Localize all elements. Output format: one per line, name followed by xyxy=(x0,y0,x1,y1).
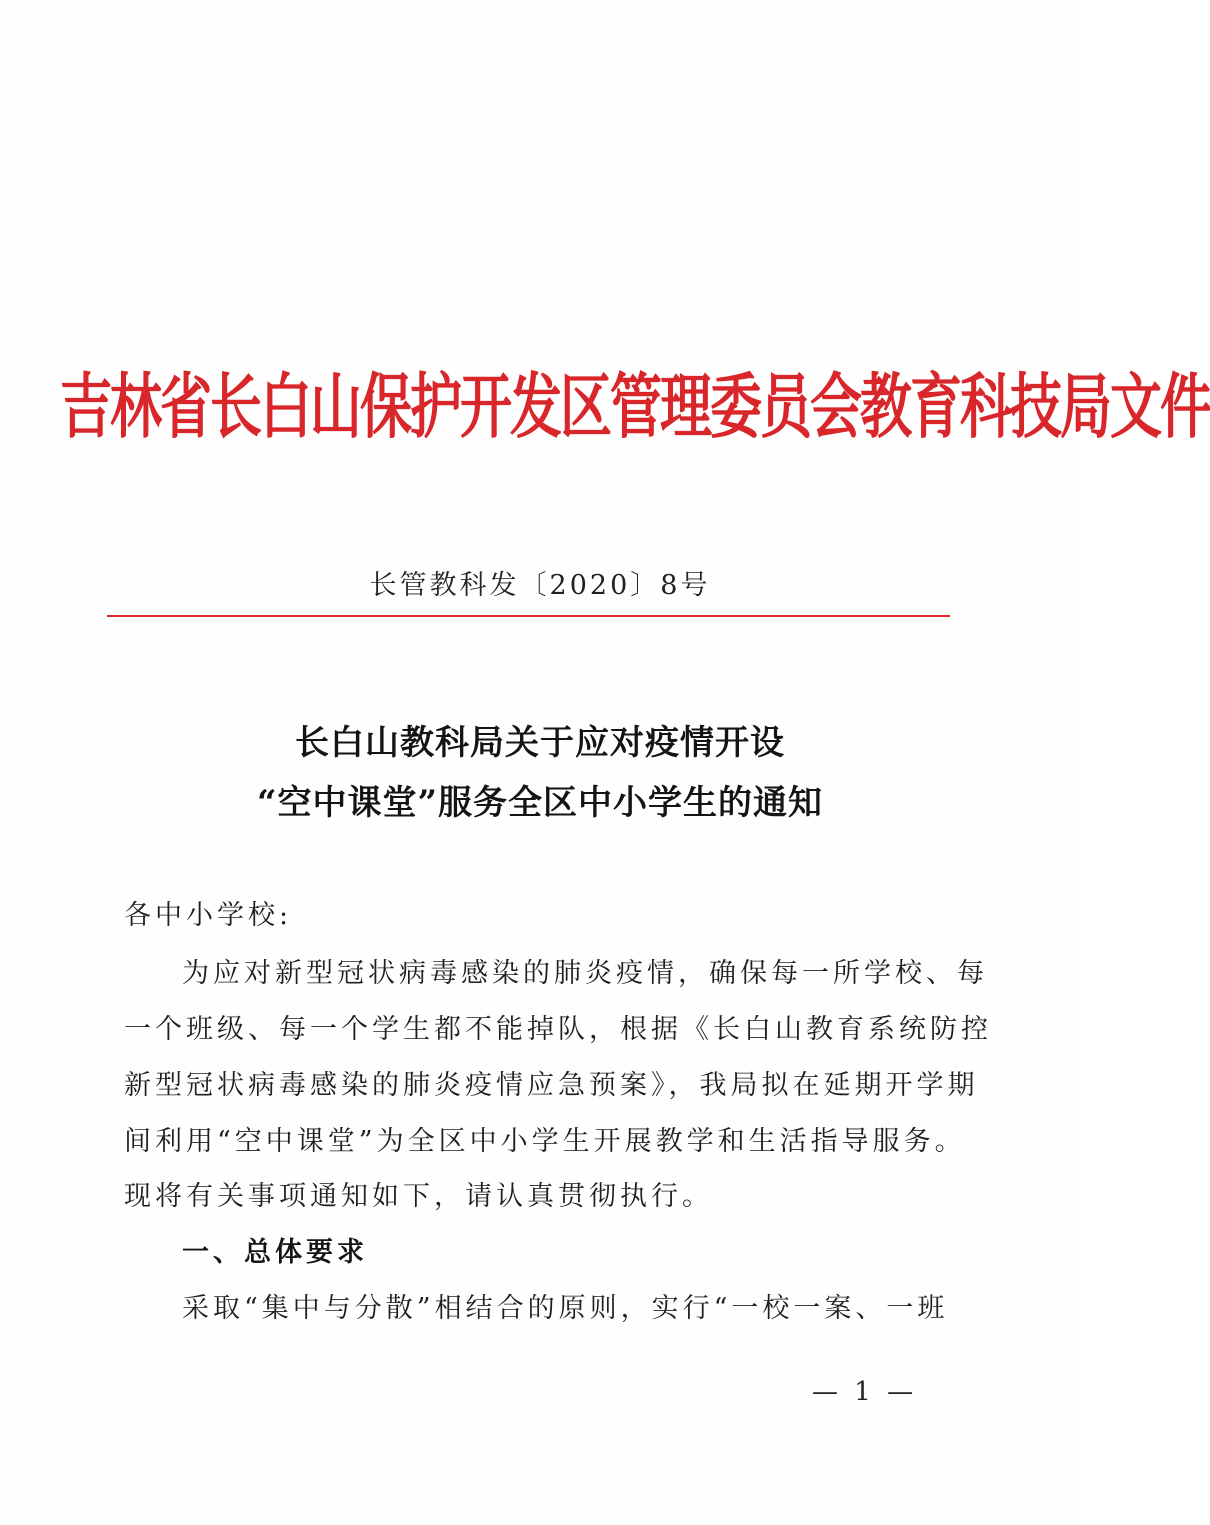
paragraph-line: 现将有关事项通知如下，请认真贯彻执行。 xyxy=(124,1181,713,1212)
paragraph-line: 新型冠状病毒感染的肺炎疫情应急预案》，我局拟在延期开学期 xyxy=(124,1070,979,1101)
page-number: — 1 — xyxy=(812,1377,918,1407)
document-title-line-2: “空中课堂”服务全区中小学生的通知 xyxy=(256,783,824,823)
issuer-banner: 吉林省长白山保护开发区管理委员会教育科技局文件 xyxy=(60,367,1210,449)
paragraph-line: 为应对新型冠状病毒感染的肺炎疫情，确保每一所学校、每 xyxy=(182,958,988,989)
paragraph-line: 采取“集中与分散”相结合的原则，实行“一校一案、一班 xyxy=(182,1293,949,1324)
document-number: 长管教科发〔2020〕8号 xyxy=(369,570,711,601)
document-title-line-1: 长白山教科局关于应对疫情开设 xyxy=(295,723,785,763)
section-heading: 一、总体要求 xyxy=(182,1237,368,1268)
paragraph-line: 一个班级、每一个学生都不能掉队，根据《长白山教育系统防控 xyxy=(124,1014,992,1045)
salutation: 各中小学校: xyxy=(124,900,293,931)
paragraph-line: 间利用“空中课堂”为全区中小学生开展教学和生活指导服务。 xyxy=(124,1126,966,1157)
red-divider-rule xyxy=(107,615,950,617)
